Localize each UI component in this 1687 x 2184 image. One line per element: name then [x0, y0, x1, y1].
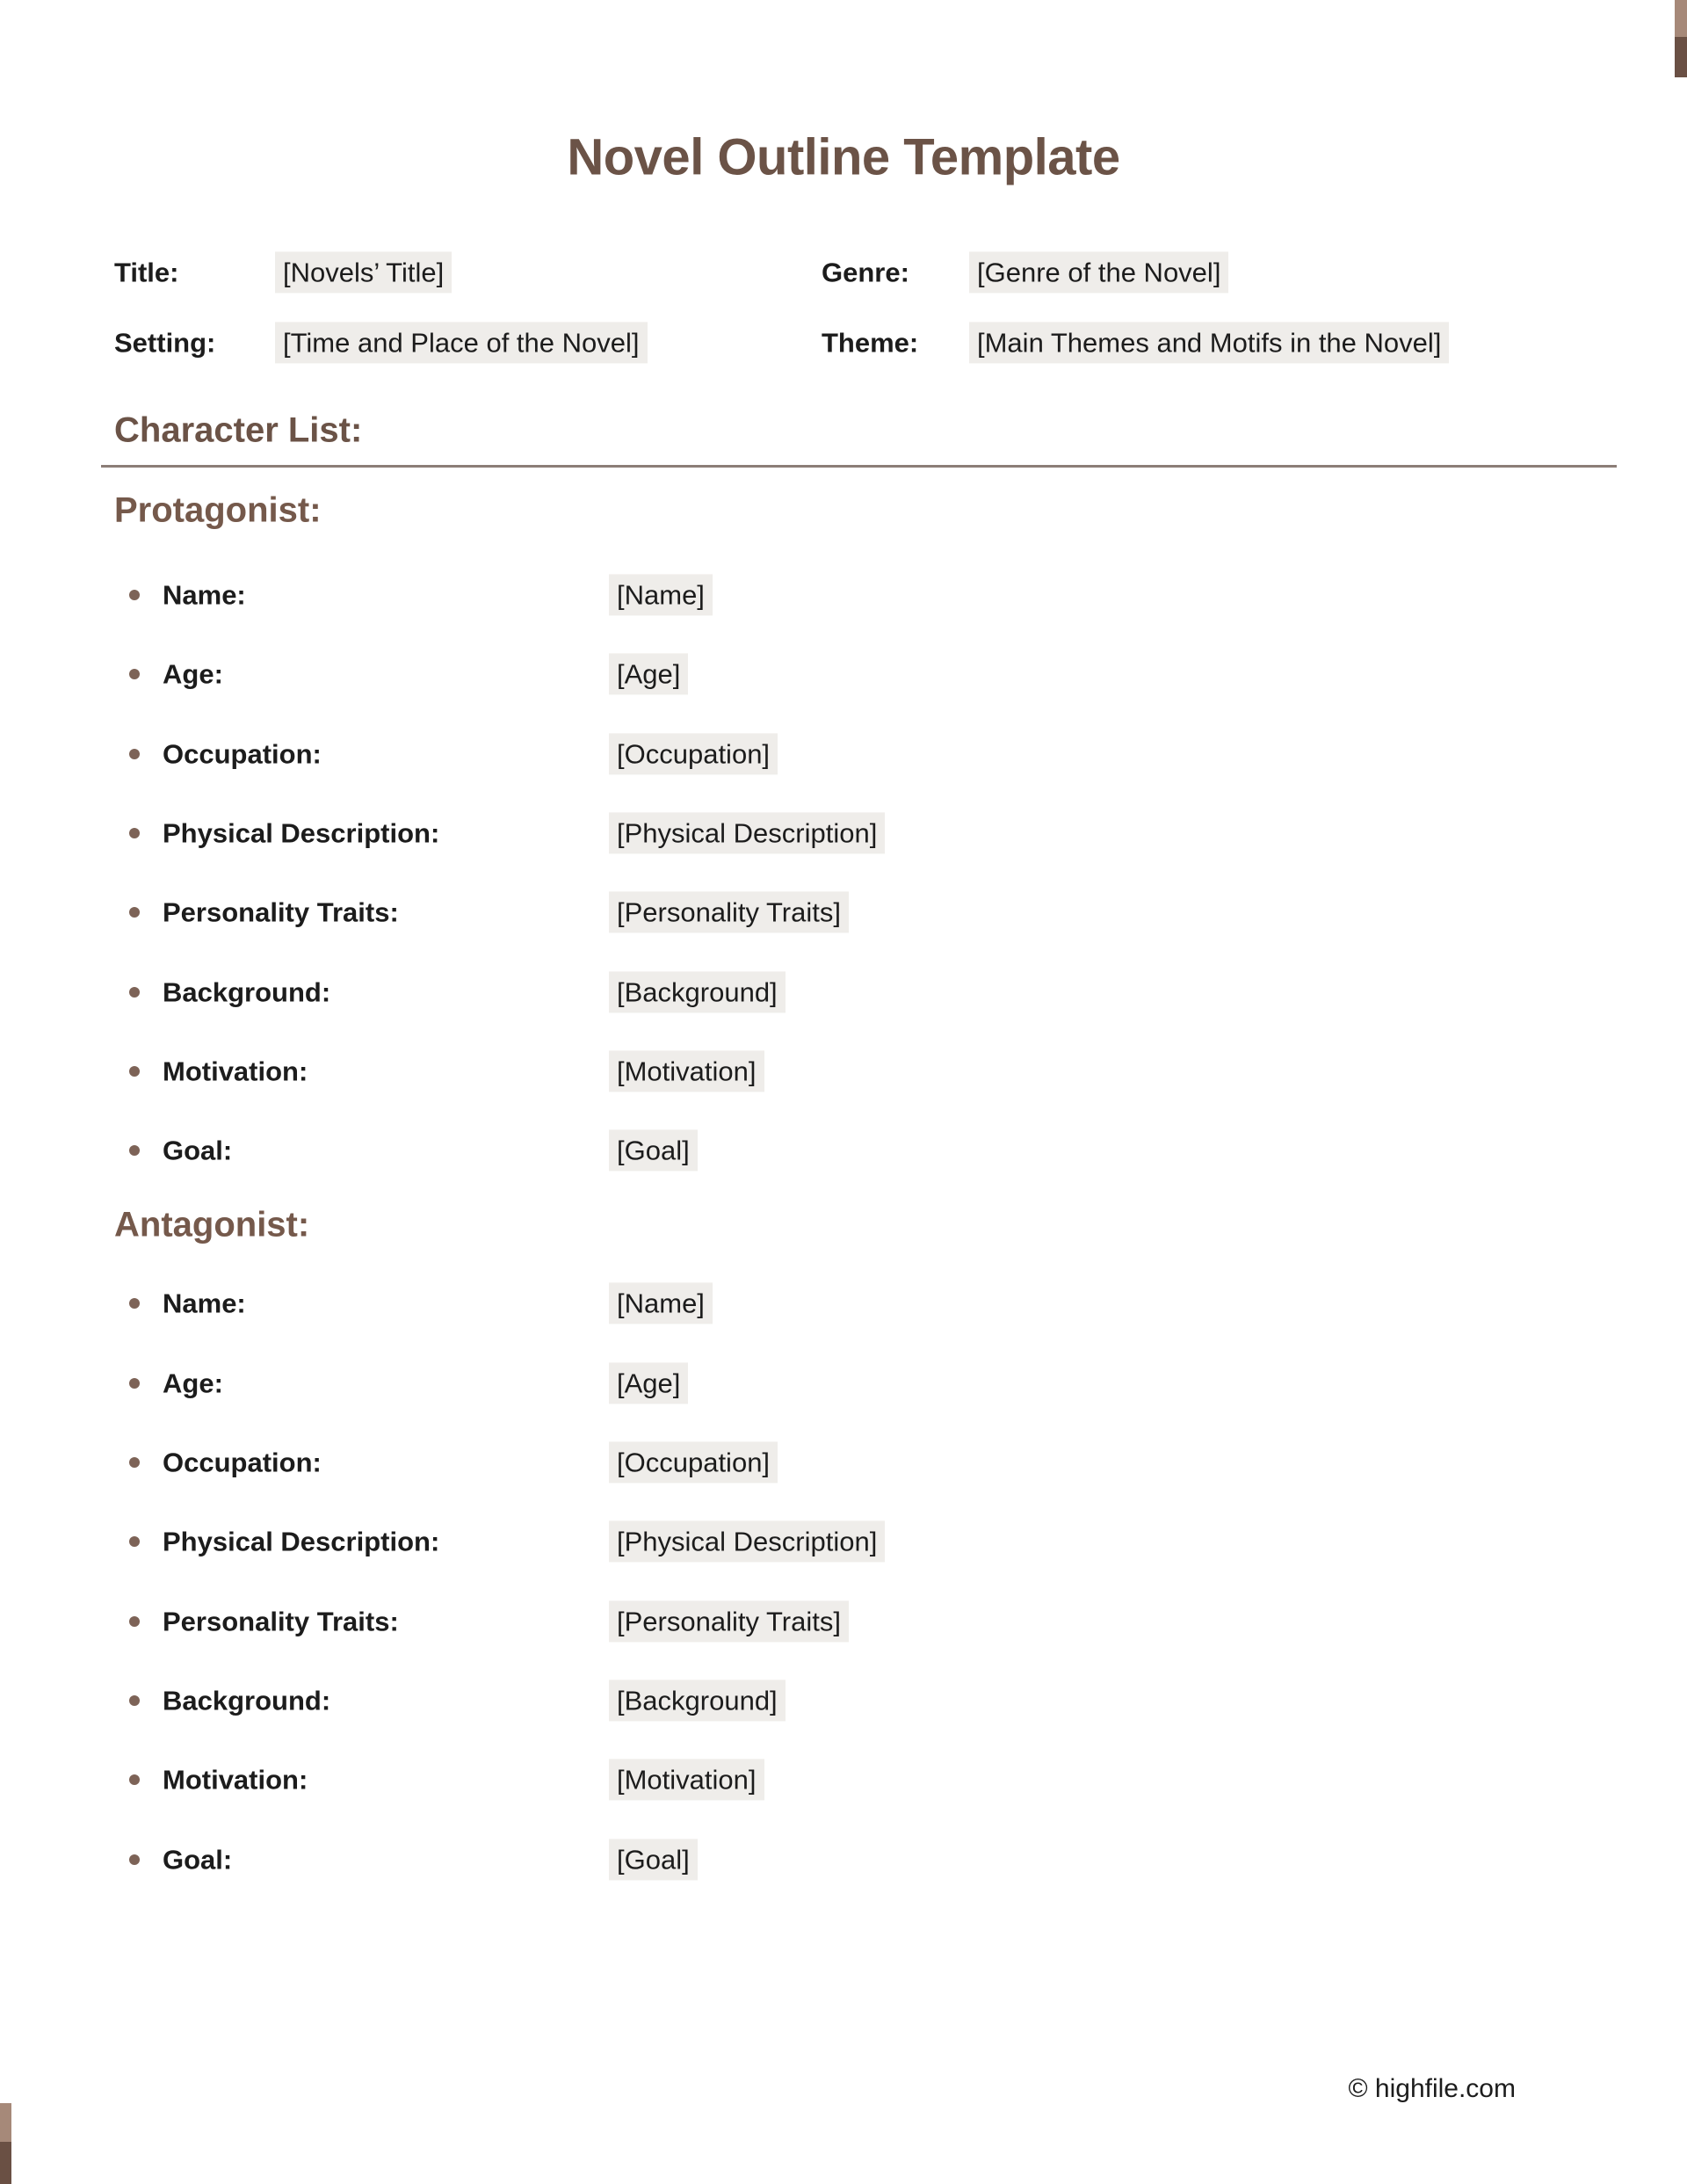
bullet-icon — [129, 1695, 140, 1706]
attribute-value: [Personality Traits] — [609, 891, 849, 932]
attribute-label: Physical Description: — [163, 817, 440, 849]
character-attribute-row — [0, 1047, 1687, 1096]
title-field-value: [Novels’ Title] — [275, 251, 452, 293]
attribute-value: [Goal] — [609, 1129, 698, 1171]
attribute-value: [Physical Description] — [609, 1520, 885, 1562]
attribute-label: Occupation: — [163, 1447, 322, 1478]
page-accent-top-right — [1675, 0, 1687, 77]
attribute-value: [Occupation] — [609, 1441, 778, 1483]
attribute-value: [Motivation] — [609, 1050, 764, 1092]
setting-field-label: Setting: — [114, 327, 216, 359]
character-list-heading: Character List: — [114, 410, 363, 450]
character-attribute-row — [0, 1517, 1687, 1566]
attribute-label: Motivation: — [163, 1764, 308, 1796]
attribute-label: Goal: — [163, 1135, 233, 1166]
attribute-value: [Personality Traits] — [609, 1600, 849, 1642]
accent-dark-segment — [1675, 37, 1687, 77]
attribute-label: Personality Traits: — [163, 896, 399, 928]
attribute-label: Goal: — [163, 1844, 233, 1876]
attribute-value: [Background] — [609, 971, 786, 1012]
attribute-value: [Name] — [609, 574, 713, 615]
accent-dark-segment — [0, 2142, 11, 2184]
bullet-icon — [129, 1536, 140, 1547]
attribute-value: [Motivation] — [609, 1759, 764, 1800]
bullet-icon — [129, 1378, 140, 1389]
character-attribute-row — [0, 649, 1687, 699]
attribute-value: [Occupation] — [609, 733, 778, 774]
attribute-label: Background: — [163, 976, 331, 1008]
document-title: Novel Outline Template — [567, 128, 1120, 186]
accent-light-segment — [0, 2103, 11, 2142]
attribute-value: [Physical Description] — [609, 812, 885, 853]
attribute-label: Personality Traits: — [163, 1606, 399, 1637]
meta-row — [0, 248, 1687, 297]
character-attribute-row — [0, 809, 1687, 858]
bullet-icon — [129, 1854, 140, 1865]
character-attribute-row — [0, 1126, 1687, 1175]
character-attribute-row — [0, 1676, 1687, 1725]
attribute-value: [Name] — [609, 1282, 713, 1324]
attribute-value: [Age] — [609, 653, 688, 694]
bullet-icon — [129, 987, 140, 998]
attribute-label: Motivation: — [163, 1056, 308, 1087]
attribute-label: Name: — [163, 579, 246, 611]
meta-row — [0, 318, 1687, 367]
accent-light-segment — [1675, 0, 1687, 37]
bullet-icon — [129, 590, 140, 600]
bullet-icon — [129, 1145, 140, 1156]
theme-field-label: Theme: — [822, 327, 919, 359]
attribute-label: Name: — [163, 1288, 246, 1319]
bullet-icon — [129, 1298, 140, 1309]
bullet-icon — [129, 907, 140, 918]
character-attribute-row — [0, 1597, 1687, 1646]
attribute-value: [Background] — [609, 1680, 786, 1721]
attribute-value: [Goal] — [609, 1839, 698, 1880]
genre-field-value: [Genre of the Novel] — [969, 251, 1228, 293]
section-divider — [101, 465, 1617, 468]
setting-field-value: [Time and Place of the Novel] — [275, 322, 648, 363]
genre-field-label: Genre: — [822, 257, 909, 288]
character-attribute-row — [0, 1755, 1687, 1804]
attribute-label: Occupation: — [163, 738, 322, 770]
bullet-icon — [129, 1616, 140, 1627]
protagonist-heading: Protagonist: — [114, 490, 322, 530]
bullet-icon — [129, 1774, 140, 1785]
character-attribute-row — [0, 570, 1687, 620]
copyright-footer: © highfile.com — [1348, 2074, 1516, 2103]
character-attribute-row — [0, 968, 1687, 1017]
theme-field-value: [Main Themes and Motifs in the Novel] — [969, 322, 1449, 363]
character-attribute-row — [0, 729, 1687, 779]
bullet-icon — [129, 828, 140, 838]
character-attribute-row — [0, 1279, 1687, 1328]
bullet-icon — [129, 1457, 140, 1468]
character-attribute-row — [0, 1359, 1687, 1408]
bullet-icon — [129, 1066, 140, 1077]
attribute-label: Physical Description: — [163, 1526, 440, 1557]
attribute-value: [Age] — [609, 1362, 688, 1404]
attribute-label: Background: — [163, 1685, 331, 1716]
character-attribute-row — [0, 1835, 1687, 1884]
character-attribute-row — [0, 1438, 1687, 1487]
bullet-icon — [129, 749, 140, 759]
bullet-icon — [129, 669, 140, 679]
character-attribute-row — [0, 888, 1687, 937]
title-field-label: Title: — [114, 257, 179, 288]
page-accent-bottom-left — [0, 2103, 11, 2184]
attribute-label: Age: — [163, 1368, 223, 1399]
attribute-label: Age: — [163, 658, 223, 690]
antagonist-heading: Antagonist: — [114, 1205, 310, 1244]
